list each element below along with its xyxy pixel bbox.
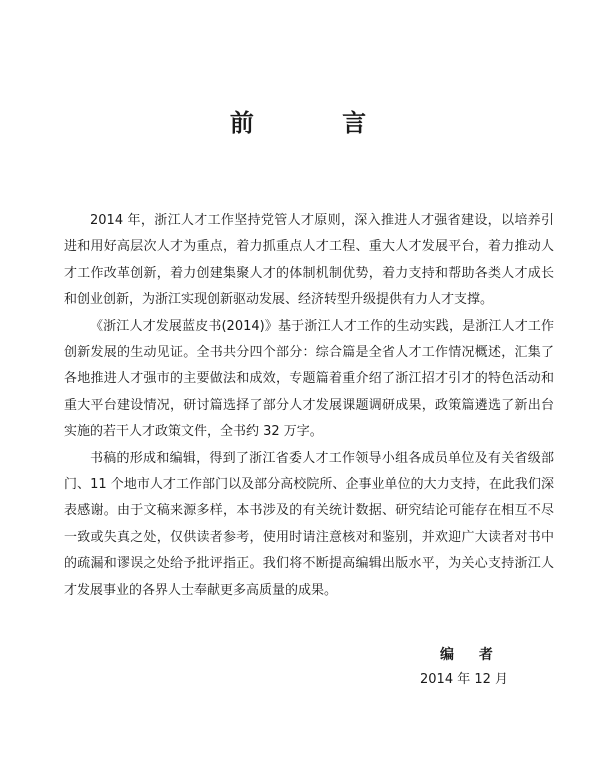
paragraph-3: 书稿的形成和编辑，得到了浙江省委人才工作领导小组各成员单位及有关省级部门、11 个地市人才工作部门以及部分高校院所、企事业单位的大力支持，在此我们深表感谢。由于文稿来源多样，本书涉及的有关统计数据、研究结论可能存在相互不尽一致或失真之处，仅供读者参考，使用时请注意核对和鉴别，并欢迎广大读者对书中的疏漏和谬误之处给予批评指正。我们将不断提高编辑出版水平，为关心支持浙江人才发展事业的各界人士奉献更多高质量的成果。 xyxy=(64,450,554,598)
publication-date: 2014 年 12 月 xyxy=(420,672,509,687)
page-title: 前 言 xyxy=(229,108,407,137)
preface-body xyxy=(64,208,554,604)
paragraph-1: 2014 年，浙江人才工作坚持党管人才原则，深入推进人才强省建设，以培养引进和用好高层次人才为重点，着力抓重点人才工程、重大人才发展平台，着力推动人才工作改革创新，着力创建集聚人才的体制机制优势，着力支持和帮助各类人才成长和创业创新，为浙江实现创新驱动发展、经济转型升级提供有力人才支撑。 xyxy=(64,213,554,308)
author-signature: 编 者 xyxy=(440,647,503,663)
paragraph-2: 《浙江人才发展蓝皮书(2014)》基于浙江人才工作的生动实践，是浙江人才工作创新发展的生动见证。全书共分四个部分：综合篇是全省人才工作情况概述，汇集了各地推进人才强市的主要做法和成效，专题篇着重介绍了浙江招才引才的特色活动和重大平台建设情况，研讨篇选择了部分人才发展课题调研成果，政策篇遴选了新出台实施的若干人才政策文件，全书约 32 万字。 xyxy=(64,318,554,440)
